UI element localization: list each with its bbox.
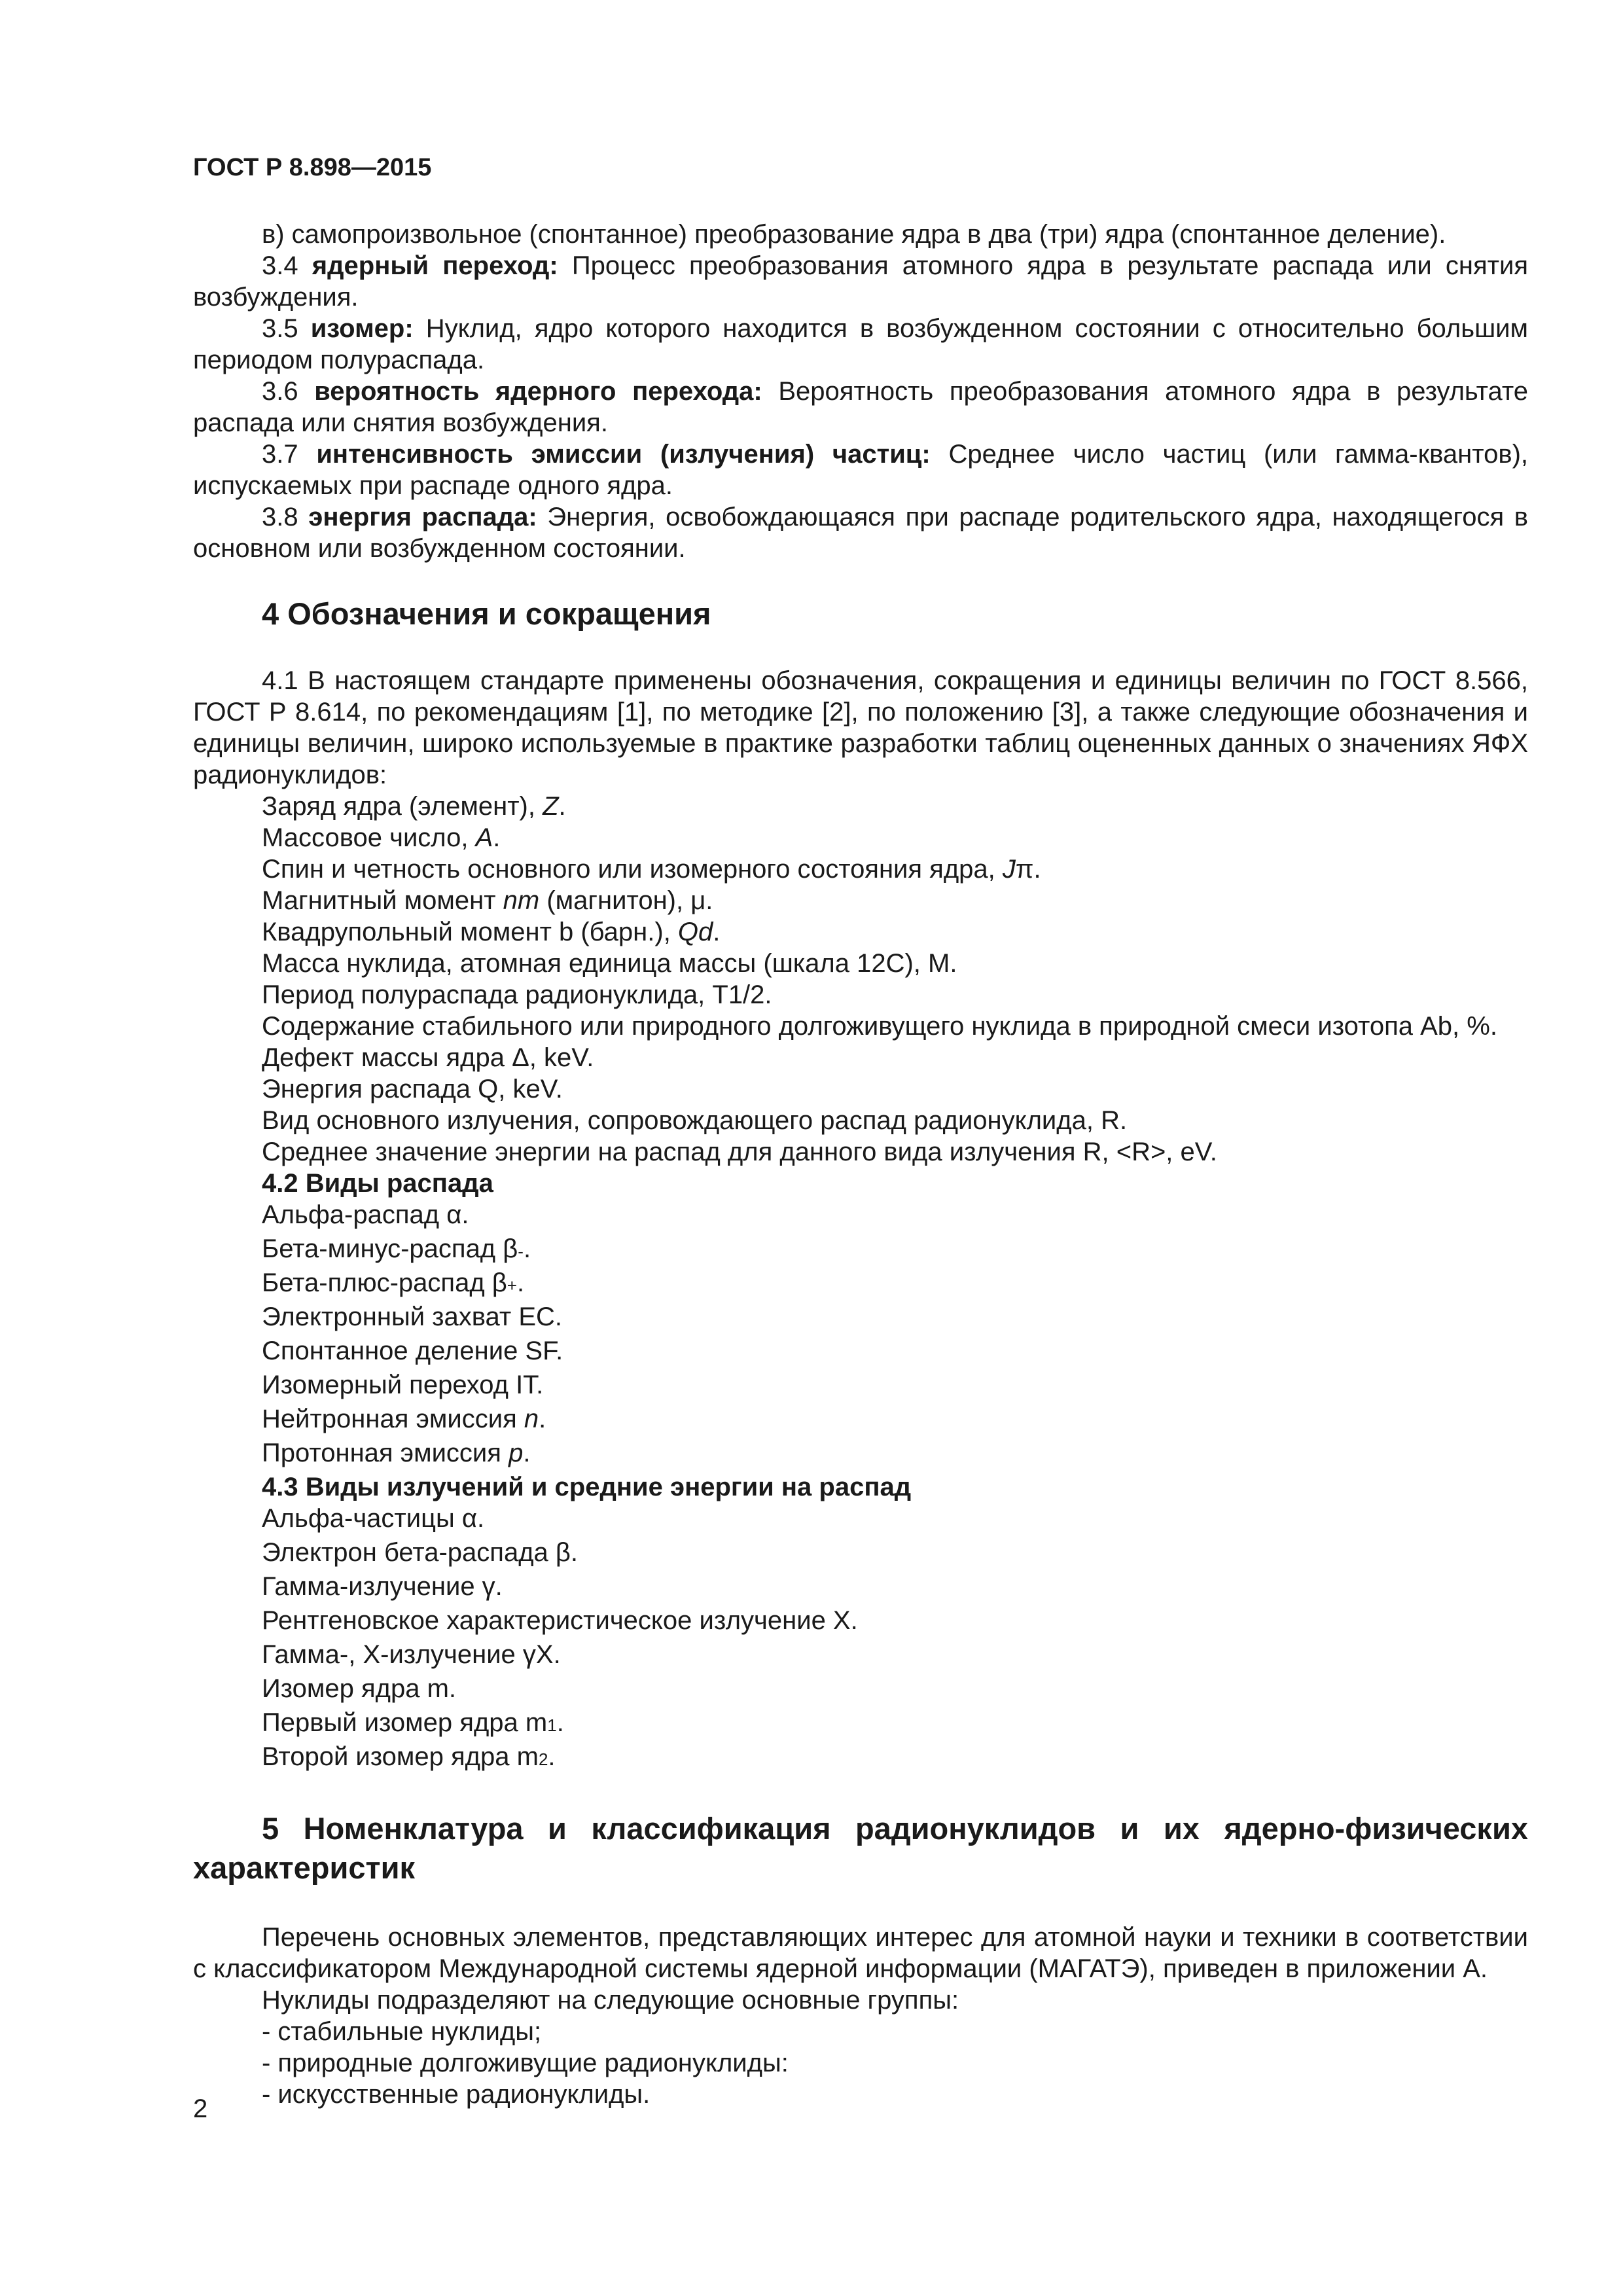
item-tail: . xyxy=(523,1439,531,1467)
radiation-type-item xyxy=(193,1503,1528,1537)
item-symbol: nm xyxy=(503,886,540,915)
subsection-4-3-title: 4.3 Виды излучений и средние энергии на распад xyxy=(262,1473,912,1501)
item-tail: π. xyxy=(1015,855,1041,884)
decay-types-list xyxy=(193,1199,1528,1471)
term-number: 3.8 xyxy=(262,503,309,531)
item-subscript: 1 xyxy=(547,1715,557,1735)
item-text: Электронный захват EC. xyxy=(262,1302,563,1331)
item-symbol: n xyxy=(524,1405,539,1433)
item-text: Магнитный момент xyxy=(262,886,503,915)
term-text: Среднее число частиц (или гамма-квантов), испускаемых при распаде одного ядра. xyxy=(193,440,1529,500)
designation-item xyxy=(193,1073,1528,1105)
item-text: Рентгеновское характеристическое излучение X. xyxy=(262,1606,858,1635)
decay-type-item xyxy=(193,1233,1528,1267)
term-definition xyxy=(193,439,1528,501)
radiation-type-item xyxy=(193,1639,1528,1673)
item-subscript: - xyxy=(518,1242,524,1261)
term-text: Нуклид, ядро которого находится в возбужденном состоянии с относительно большим периодом полураспада. xyxy=(193,314,1529,374)
term-text: Вероятность преобразования атомного ядра в результате распада или снятия возбуждения. xyxy=(193,377,1529,437)
item-tail: . xyxy=(548,1742,556,1771)
item-text: Альфа-распад α. xyxy=(262,1200,469,1229)
item-text: Период полураспада радионуклида, T1/2. xyxy=(262,980,772,1009)
item-tail: . xyxy=(523,1234,531,1263)
designation-item xyxy=(193,1042,1528,1073)
item-subscript: + xyxy=(507,1276,517,1295)
terms-list xyxy=(193,250,1528,564)
section-5-title: 5 Номенклатура и классификация радионуклидов и их ядерно-физических характеристик xyxy=(193,1811,1528,1885)
decay-type-item xyxy=(193,1437,1528,1471)
item-text: Альфа-частицы α. xyxy=(262,1504,485,1533)
item-text: Энергия распада Q, keV. xyxy=(262,1075,563,1103)
term-name: вероятность ядерного перехода: xyxy=(314,377,762,406)
designation-item xyxy=(193,885,1528,916)
nuclide-group-item: - искусственные радионуклиды. xyxy=(262,2080,651,2109)
document-page xyxy=(193,152,1528,2110)
item-text: Квадрупольный момент b (барн.), xyxy=(262,918,678,946)
term-definition xyxy=(193,313,1528,376)
term-number: 3.5 xyxy=(262,314,311,343)
item-text: Второй изомер ядра m xyxy=(262,1742,539,1771)
decay-type-item xyxy=(193,1335,1528,1369)
document-header: ГОСТ Р 8.898—2015 xyxy=(193,154,432,181)
designation-item xyxy=(193,1136,1528,1168)
radiation-type-item xyxy=(193,1605,1528,1639)
designation-item xyxy=(193,1011,1528,1042)
term-name: ядерный переход: xyxy=(312,251,558,280)
term-number: 3.6 xyxy=(262,377,315,406)
section-4-title: 4 Обозначения и сокращения xyxy=(262,596,711,631)
item-symbol: p xyxy=(508,1439,524,1467)
item-symbol: A xyxy=(475,823,493,852)
term-text: Процесс преобразования атомного ядра в результате распада или снятия возбуждения. xyxy=(193,251,1528,312)
item-text: Содержание стабильного или природного долгоживущего нуклида в природной смеси изотопа Ab, %. xyxy=(262,1012,1497,1041)
item-tail: . xyxy=(516,1268,525,1297)
term-name: энергия распада: xyxy=(308,503,537,531)
item-text: Спин и четность основного или изомерного состояния ядра, xyxy=(262,855,1003,884)
item-text: Дефект массы ядра Δ, keV. xyxy=(262,1043,594,1072)
designation-item xyxy=(193,979,1528,1011)
radiation-types-list xyxy=(193,1503,1528,1775)
subsection-4-2-title: 4.2 Виды распада xyxy=(262,1169,493,1198)
term-definition xyxy=(193,501,1528,564)
radiation-type-item xyxy=(193,1571,1528,1605)
term-name: изомер: xyxy=(310,314,414,343)
decay-type-item xyxy=(193,1403,1528,1437)
radiation-type-item xyxy=(193,1537,1528,1571)
item-text: Протонная эмиссия xyxy=(262,1439,509,1467)
designation-item xyxy=(193,853,1528,885)
decay-type-item xyxy=(193,1301,1528,1335)
item-tail: . xyxy=(713,918,721,946)
item-symbol: Qd xyxy=(677,918,713,946)
designation-item xyxy=(193,916,1528,948)
item-subscript: 2 xyxy=(538,1749,548,1769)
paragraph-5-2: Нуклиды подразделяют на следующие основные группы: xyxy=(262,1986,959,2015)
term-name: интенсивность эмиссии (излучения) частиц: xyxy=(316,440,931,469)
radiation-type-item xyxy=(193,1673,1528,1707)
designations-list xyxy=(193,791,1528,1168)
term-number: 3.7 xyxy=(262,440,317,469)
item-text: Первый изомер ядра m xyxy=(262,1708,548,1737)
designation-item xyxy=(193,1105,1528,1136)
item-text: Бета-плюс-распад β xyxy=(262,1268,507,1297)
item-tail: . xyxy=(556,1708,564,1737)
item-text: Изомерный переход IT. xyxy=(262,1371,544,1399)
item-tail: (магнитон), μ. xyxy=(539,886,713,915)
designation-item xyxy=(193,822,1528,853)
nuclide-group-item: - стабильные нуклиды; xyxy=(262,2017,542,2046)
item-text: Нейтронная эмиссия xyxy=(262,1405,524,1433)
term-number: 3.4 xyxy=(262,251,312,280)
item-text: Масса нуклида, атомная единица массы (шкала 12C), M. xyxy=(262,949,957,978)
decay-type-item xyxy=(193,1369,1528,1403)
nuclide-groups-list xyxy=(193,2016,1528,2110)
item-text: Электрон бета-распада β. xyxy=(262,1538,579,1567)
decay-type-item xyxy=(193,1267,1528,1301)
radiation-type-item xyxy=(193,1707,1528,1741)
item-tail: . xyxy=(539,1405,546,1433)
paragraph-5-1: Перечень основных элементов, представляющих интерес для атомной науки и техники в соответствии с классификатором Международной системы ядерной информации (МАГАТЭ), приведен в приложении А. xyxy=(193,1923,1528,1983)
item-text: Гамма-, X-излучение γX. xyxy=(262,1640,561,1669)
term-definition xyxy=(193,376,1528,439)
item-text: Вид основного излучения, сопровождающего распад радионуклида, R. xyxy=(262,1106,1128,1135)
nuclide-group-item: - природные долгоживущие радионуклиды: xyxy=(262,2049,789,2077)
designation-item xyxy=(193,791,1528,822)
item-text: Изомер ядра m. xyxy=(262,1674,457,1703)
item-text: Гамма-излучение γ. xyxy=(262,1572,503,1601)
item-tail: . xyxy=(493,823,501,852)
item-text: Заряд ядра (элемент), xyxy=(262,792,543,821)
item-text: Среднее значение энергии на распад для данного вида излучения R, <R>, eV. xyxy=(262,1138,1217,1166)
intro-item-v: в) самопроизвольное (спонтанное) преобразование ядра в два (три) ядра (спонтанное деление). xyxy=(262,220,1446,249)
designation-item xyxy=(193,948,1528,979)
item-text: Спонтанное деление SF. xyxy=(262,1336,563,1365)
item-text: Массовое число, xyxy=(262,823,476,852)
paragraph-4-1: 4.1 В настоящем стандарте применены обозначения, сокращения и единицы величин по ГОСТ 8.566, ГОСТ Р 8.614, по рекомендациям [1], по методике [2], по положению [3], а также следующие обозначения и единицы величин, широко используемые в практике разработки таблиц оцененных данных о значениях ЯФХ радионуклидов: xyxy=(193,666,1528,789)
document-body xyxy=(193,219,1528,2110)
page-number: 2 xyxy=(193,2094,208,2123)
item-text: Бета-минус-распад β xyxy=(262,1234,518,1263)
item-symbol: J xyxy=(1002,855,1016,884)
decay-type-item xyxy=(193,1199,1528,1233)
item-tail: . xyxy=(558,792,566,821)
item-symbol: Z xyxy=(543,792,559,821)
radiation-type-item xyxy=(193,1741,1528,1775)
term-definition xyxy=(193,250,1528,313)
term-text: Энергия, освобождающаяся при распаде родительского ядра, находящегося в основном или возбужденном состоянии. xyxy=(193,503,1529,563)
